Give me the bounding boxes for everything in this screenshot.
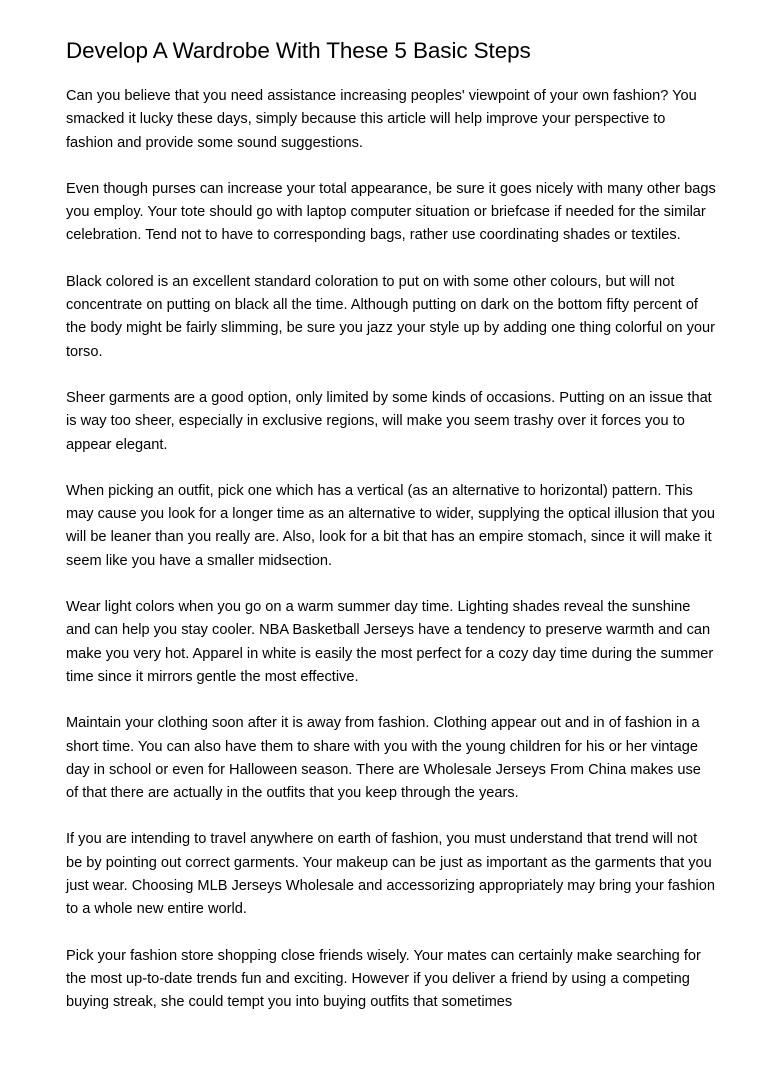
document-title: Develop A Wardrobe With These 5 Basic Steps (66, 38, 531, 63)
paragraph-8: If you are intending to travel anywhere on earth of fashion, you must understand that trend will not be by pointing out correct garments. Your makeup can be just as important as the garments that you just wear. Choosing MLB Jerseys Wholesale and accessorizing appropriately may bring your fashion to a whole new entire world. (66, 831, 715, 918)
paragraph-9: Pick your fashion store shopping close friends wisely. Your mates can certainly make searching for the most up-to-date trends fun and exciting. However if you deliver a friend by using a competing buying streak, she could tempt you into buying outfits that sometimes (66, 947, 701, 1011)
paragraph-4: Sheer garments are a good option, only limited by some kinds of occasions. Putting on an issue that is way too sheer, especially in exclusive regions, will make you seem trashy over it forces you to appear elegant. (66, 389, 712, 453)
paragraph-7: Maintain your clothing soon after it is away from fashion. Clothing appear out and in of fashion in a short time. You can also have them to share with you with the young children for his or her vintage day in school or even for Halloween season. There are Wholesale Jerseys From China makes use of that there are actually in the outfits that you keep through the years. (66, 715, 701, 802)
paragraph-1: Can you believe that you need assistance increasing peoples' viewpoint of your own fashion? You smacked it lucky these days, simply because this article will help improve your perspective to fashion and provide some sound suggestions. (66, 88, 697, 151)
document-page (66, 36, 716, 1038)
paragraph-6: Wear light colors when you go on a warm summer day time. Lighting shades reveal the sunshine and can help you stay cooler. NBA Basketball Jerseys have a tendency to preserve warmth and can make you very hot. Apparel in white is easily the most perfect for a cozy day time during the summer time since it mirrors gentle the most effective. (66, 599, 714, 685)
paragraph-3: Black colored is an excellent standard coloration to put on with some other colours, but will not concentrate on putting on black all the time. Although putting on dark on the bottom fifty percent of the body might be fairly slimming, be sure you jazz your style up by adding one thing colorful on your torso. (66, 273, 715, 360)
paragraph-5: When picking an outfit, pick one which has a vertical (as an alternative to horizontal) pattern. This may cause you look for a longer time as an alternative to wider, supplying the optical illusion that you will be leaner than you really are. Also, look for a bit that has an empire stomach, since it will make it seem like you have a smaller midsection. (66, 482, 715, 569)
paragraph-2: Even though purses can increase your total appearance, be sure it goes nicely with many other bags you employ. Your tote should go with laptop computer situation or briefcase if needed for the similar celebration. Tend not to have to corresponding bags, rather use coordinating shades or textiles. (66, 180, 716, 244)
